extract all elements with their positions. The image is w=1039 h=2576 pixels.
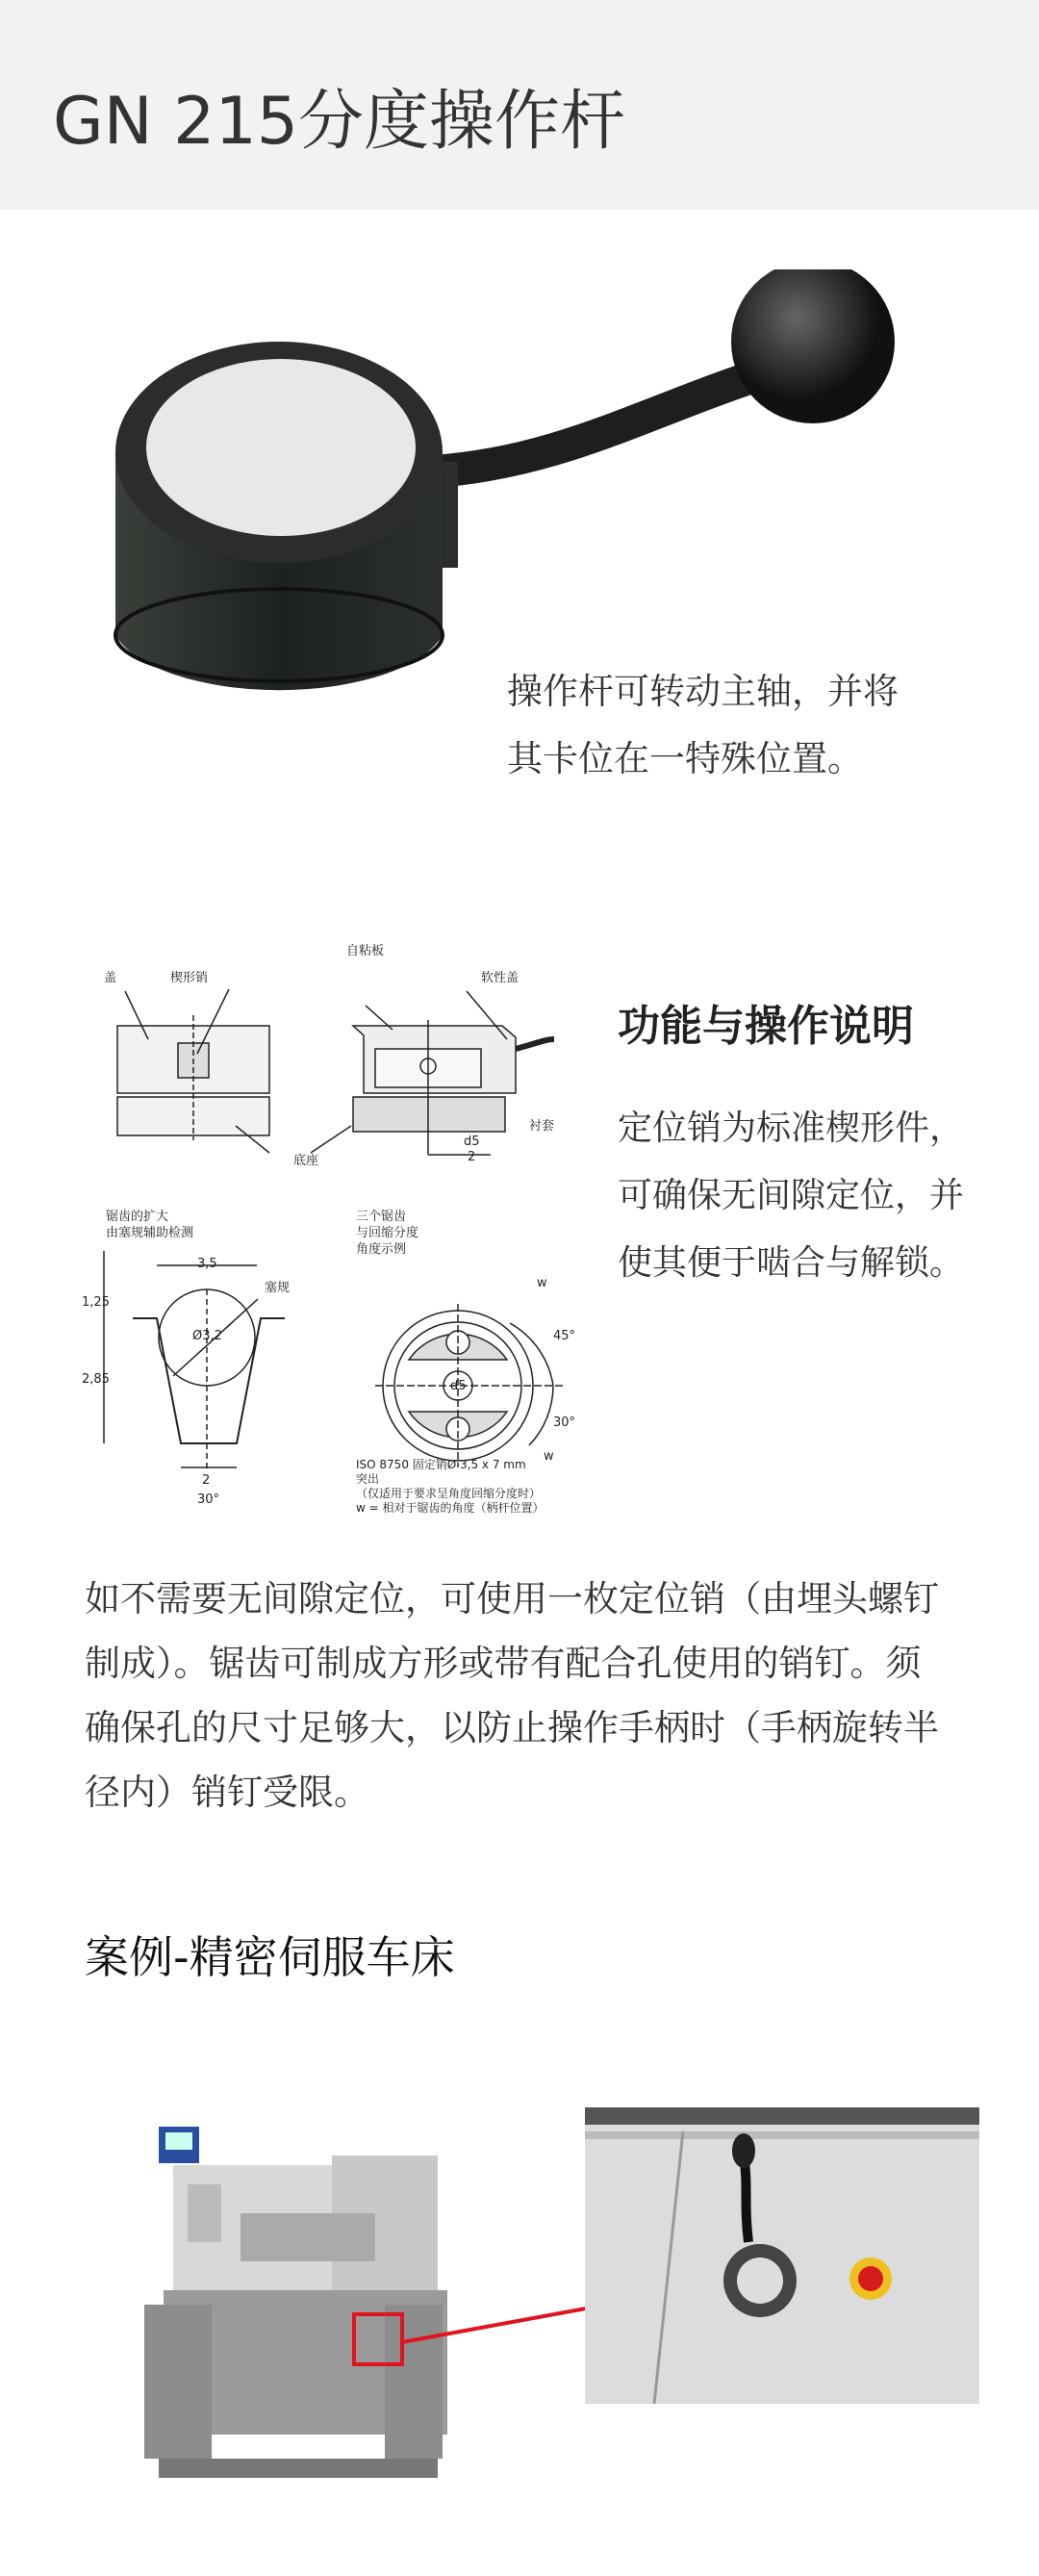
angle-w: w	[544, 1449, 554, 1464]
dim-angle: 30°	[197, 1492, 220, 1507]
label-base: 底座	[293, 1154, 319, 1168]
label-cover: 盖	[104, 971, 117, 985]
dim-top: 3,5	[197, 1257, 217, 1271]
label-bushing: 衬套	[529, 1119, 555, 1134]
label-d5: d5	[464, 1135, 480, 1149]
header	[0, 0, 1039, 210]
technical-diagram	[77, 933, 596, 1520]
example-title: 与回缩分度	[356, 1226, 419, 1240]
serration-title: 锯齿的扩大	[106, 1210, 169, 1224]
page-title: GN 215分度操作杆	[53, 84, 625, 160]
note: （仅适用于要求呈角度回缩分度时）	[356, 1487, 542, 1500]
dim-bottom: 2	[202, 1473, 211, 1488]
label-soft-cover: 软性盖	[481, 971, 520, 985]
paragraph-line: 如不需要无间隙定位，可使用一枚定位销（由埋头螺钉	[85, 1578, 939, 1620]
angle-d5: d5	[450, 1379, 467, 1393]
paragraph-line: 确保孔的尺寸足够大，以防止操作手柄时（手柄旋转半	[85, 1707, 939, 1748]
angle-45: 45°	[553, 1329, 576, 1343]
function-line: 使其便于啮合与解锁。	[618, 1243, 965, 1283]
dim-dia: Ø3,2	[192, 1329, 222, 1343]
label-wedge-pin: 楔形销	[170, 971, 209, 985]
paragraph-line: 制成）。锯齿可制成方形或带有配合孔使用的销钉。须	[85, 1643, 922, 1684]
function-heading: 功能与操作说明	[618, 1002, 914, 1051]
paragraph-line: 径内）销钉受限。	[85, 1772, 369, 1813]
dim-h2: 2,85	[82, 1372, 110, 1387]
note: ISO 8750 固定销Ø 3,5 x 7 mm	[356, 1458, 526, 1471]
intro-line: 其卡位在一特殊位置。	[507, 738, 863, 779]
label-half: 2	[468, 1150, 476, 1164]
note: 突出	[356, 1472, 380, 1486]
angle-30: 30°	[553, 1416, 576, 1430]
example-title: 角度示例	[356, 1242, 407, 1257]
angle-w: w	[537, 1276, 547, 1290]
intro-line: 操作杆可转动主轴，并将	[507, 671, 899, 712]
case-heading: 案例-精密伺服车床	[85, 1931, 455, 1983]
serration-title: 由塞规辅助检测	[106, 1226, 194, 1240]
example-title: 三个锯齿	[356, 1210, 407, 1224]
dim-gauge: 塞规	[265, 1281, 291, 1295]
function-line: 定位销为标准楔形件，	[618, 1109, 965, 1148]
lathe-image	[144, 2107, 991, 2512]
dim-h1: 1,25	[82, 1295, 110, 1310]
function-line: 可确保无间隙定位，并	[618, 1176, 965, 1215]
label-adhesive-plate: 自粘板	[346, 944, 385, 958]
note: w = 相对于锯齿的角度（柄杆位置）	[356, 1501, 545, 1515]
